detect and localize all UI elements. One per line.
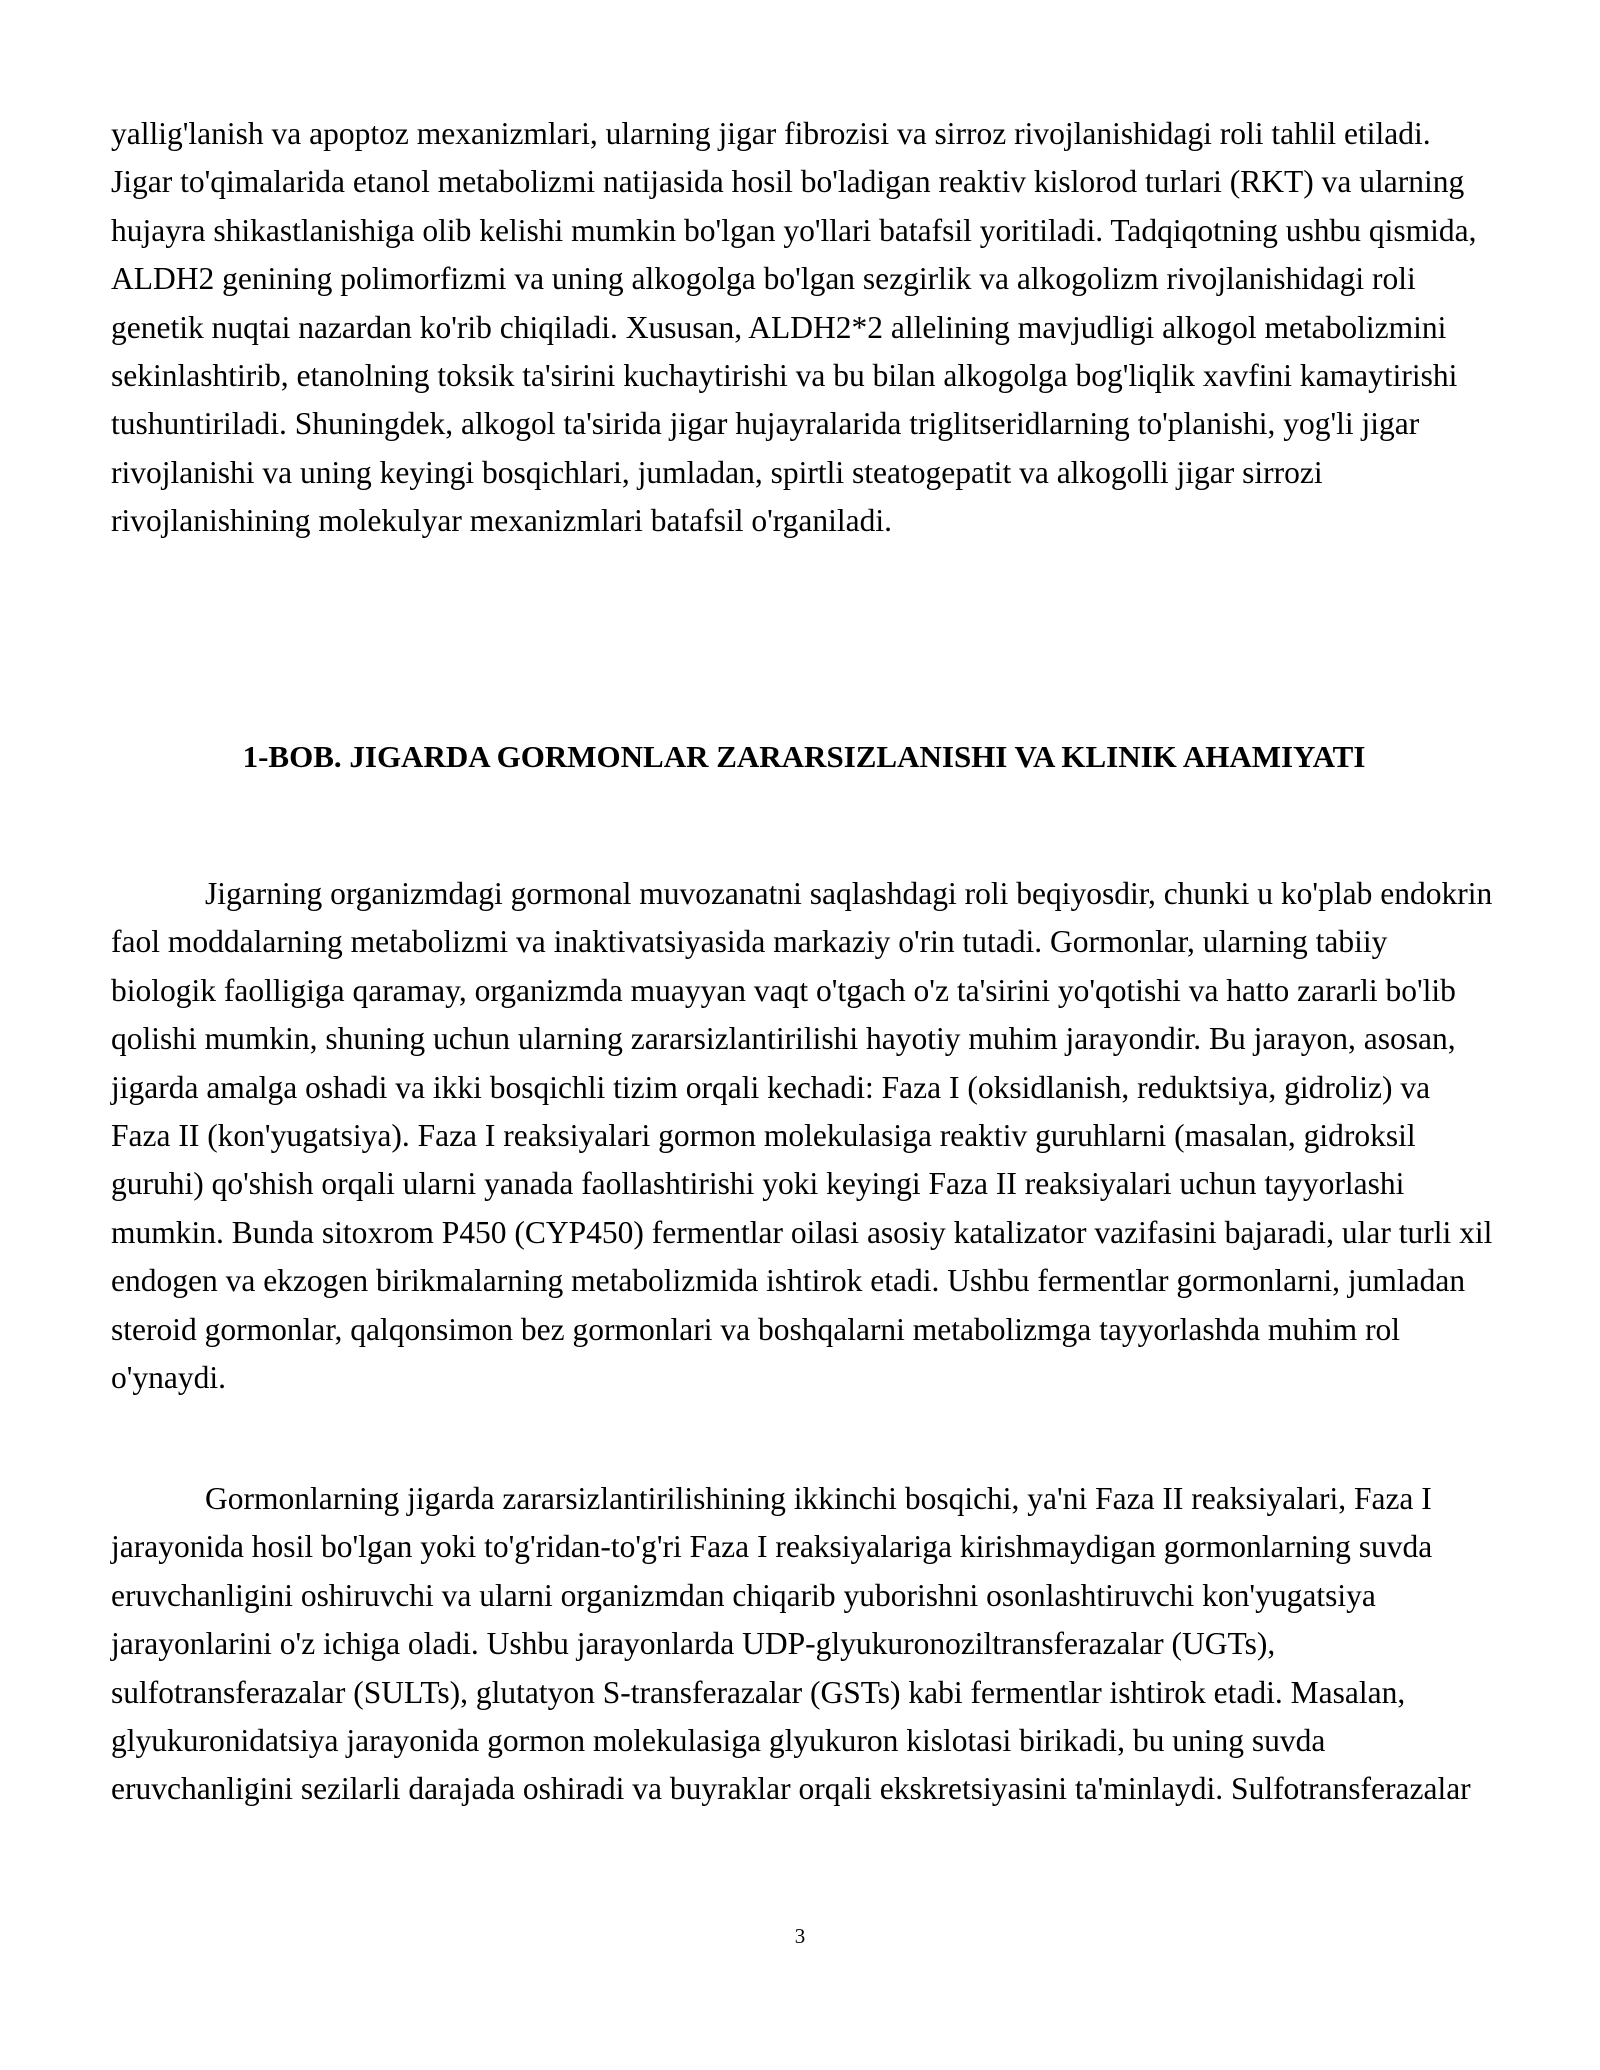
paragraph-intro-continuation: yallig'lanish va apoptoz mexanizmlari, ularning jigar fibrozisi va sirroz rivojlanishidagi roli tahlil etiladi. Jigar to'qimalarida etanol metabolizmi natijasida hosil bo'ladigan reaktiv kislorod turlari (RKT) va ularning hujayra shikastlanishiga olib kelishi mumkin bo'lgan yo'llari batafsil yoritiladi. Tadqiqotning ushbu qismida, ALDH2 genining polimorfizmi va uning alkogolga bo'lgan sezgirlik va alkogolizm rivojlanishidagi roli genetik nuqtai nazardan ko'rib chiqiladi. Xususan, ALDH2*2 allelining mavjudligi alkogol metabolizmini sekinlashtirib, etanolning toksik ta'sirini kuchaytirishi va bu bilan alkogolga bog'liqlik xavfini kamaytirishi tushuntiriladi. Shuningdek, alkogol ta'sirida jigar hujayralarida triglitseridlarning to'planishi, yog'li jigar rivojlanishi va uning keyingi bosqichlari, jumladan, spirtli steatogepatit va alkogolli jigar sirrozi rivojlanishining molekulyar mexanizmlari batafsil o'rganiladi. xyxy=(111,116,1477,539)
paragraph-phase-two: Gormonlarning jigarda zararsizlantirilishining ikkinchi bosqichi, ya'ni Faza II reaksiyalari, Faza I jarayonida hosil bo'lgan yoki to'g'ridan-to'g'ri Faza I reaksiyalariga kirishmaydigan gormonlarning suvda eruvchanligini oshiruvchi va ularni organizmdan chiqarib yuborishni osonlashtiruvchi kon'yugatsiya jarayonlarini o'z ichiga oladi. Ushbu jarayonlarda UDP-glyukuronoziltransferazalar (UGTs), sulfotransferazalar (SULTs), glutatyon S-transferazalar (GSTs) kabi fermentlar ishtirok etadi. Masalan, glyukuronidatsiya jarayonida gormon molekulasiga glyukuron kislotasi birikadi, bu uning suvda eruvchanligini sezilarli darajada oshiradi va buyraklar orqali ekskretsiyasini ta'minlaydi. Sulfotransferazalar xyxy=(111,1481,1471,1807)
chapter-heading: 1-BOB. JIGARDA GORMONLAR ZARARSIZLANISHI VA KLINIK AHAMIYATI xyxy=(242,739,1366,774)
paragraph-hormone-metabolism: Jigarning organizmdagi gormonal muvozanatni saqlashdagi roli beqiyosdir, chunki u ko'plab endokrin faol moddalarning metabolizmi va inaktivatsiyasida markaziy o'rin tutadi. Gormonlar, ularning tabiiy biologik faolligiga qaramay, organizmda muayyan vaqt o'tgach o'z ta'sirini yo'qotishi va hatto zararli bo'lib qolishi mumkin, shuning uchun ularning zararsizlantirilishi hayotiy muhim jarayondir. Bu jarayon, asosan, jigarda amalga oshadi va ikki bosqichli tizim orqali kechadi: Faza I (oksidlanish, reduktsiya, gidroliz) va Faza II (kon'yugatsiya). Faza I reaksiyalari gormon molekulasiga reaktiv guruhlarni (masalan, gidroksil guruhi) qo'shish orqali ularni yanada faollashtirishi yoki keyingi Faza II reaksiyalari uchun tayyorlashi mumkin. Bunda sitoxrom P450 (CYP450) fermentlar oilasi asosiy katalizator vazifasini bajaradi, ular turli xil endogen va ekzogen birikmalarning metabolizmida ishtirok etadi. Ushbu fermentlar gormonlarni, jumladan steroid gormonlar, qalqonsimon bez gormonlari va boshqalarni metabolizmga tayyorlashda muhim rol o'ynaydi. xyxy=(111,876,1493,1396)
page-number: 3 xyxy=(794,1924,806,1948)
